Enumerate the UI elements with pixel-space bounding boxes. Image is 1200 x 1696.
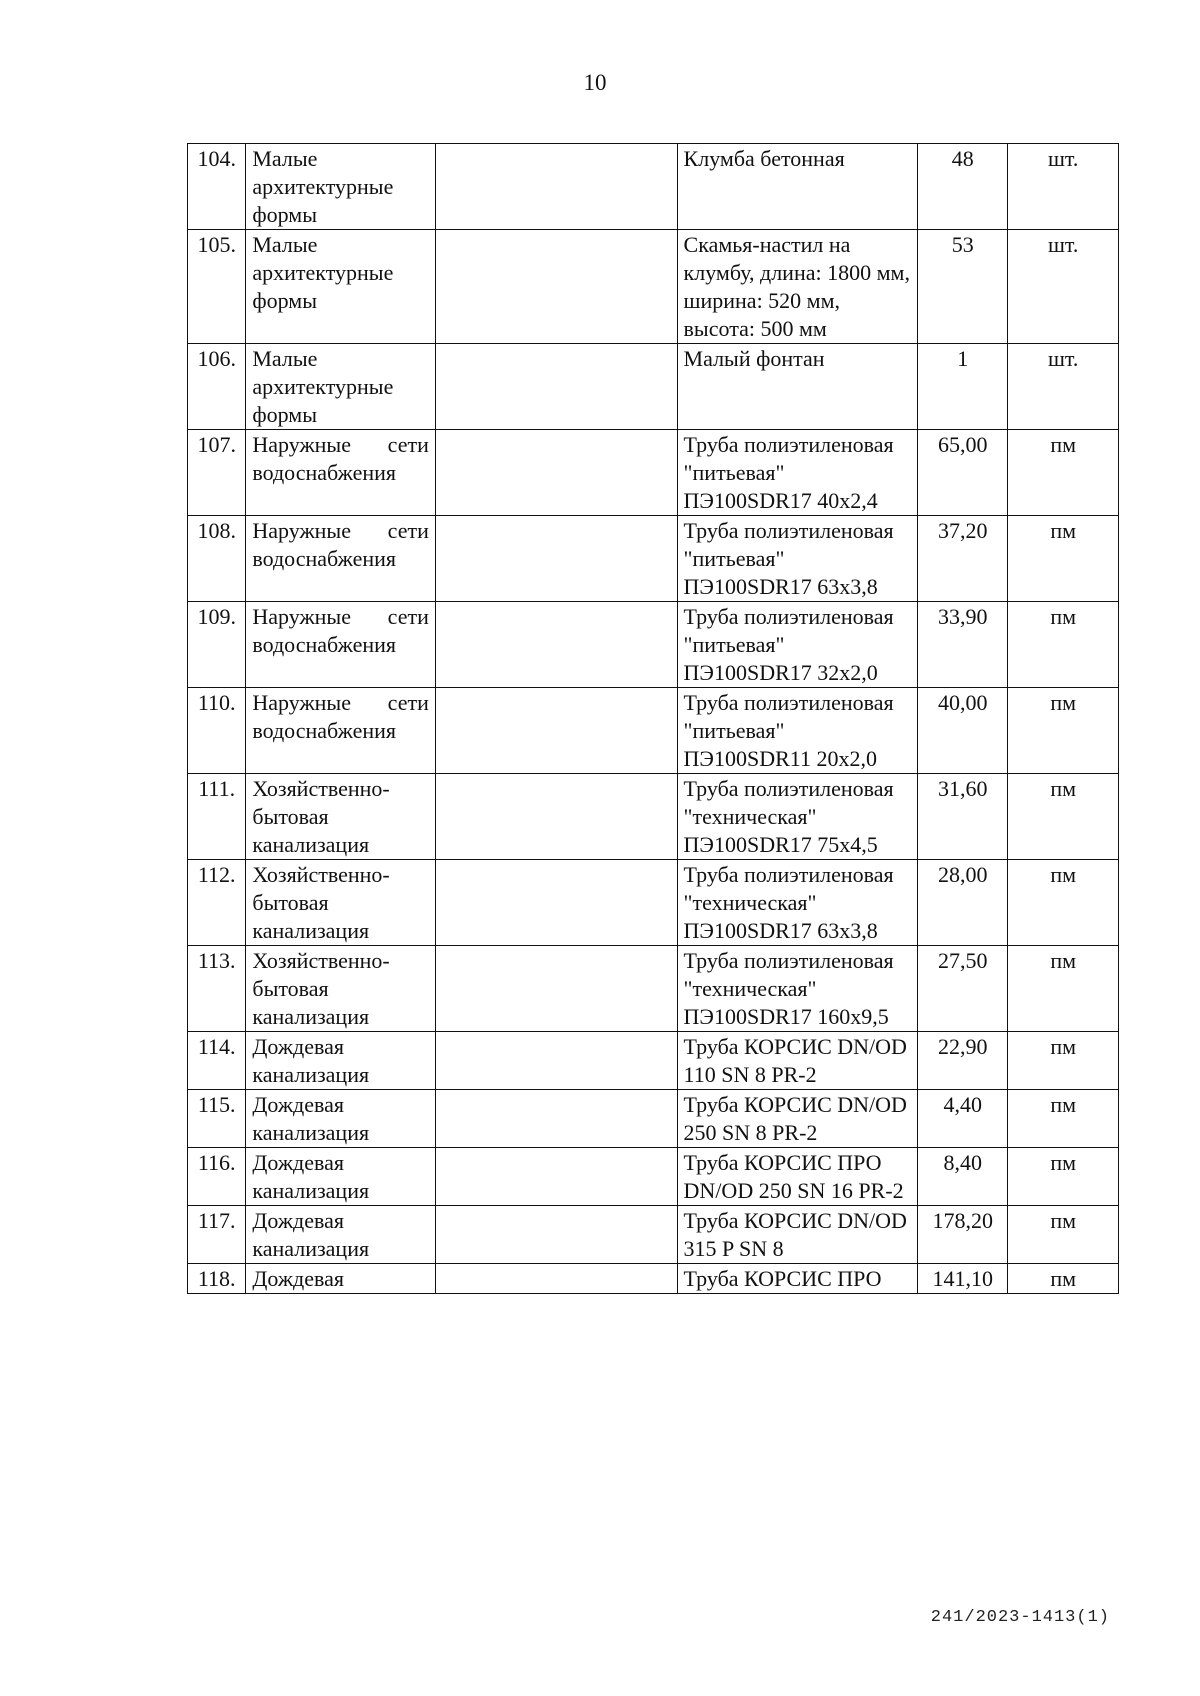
- table-row: [188, 774, 1119, 860]
- quantity-cell: 40,00: [918, 688, 1008, 774]
- item-name-cell: Труба КОРСИС ПРО DN/OD 250 SN 16 PR-2: [677, 1148, 918, 1206]
- quantity-cell: 1: [918, 344, 1008, 430]
- section-cell: Наружные сети водоснабжения: [246, 430, 435, 516]
- table-row: [188, 230, 1119, 344]
- unit-cell: пм: [1008, 516, 1119, 602]
- empty-cell: [435, 1032, 677, 1090]
- section-cell: Хозяйственно-бытовая канализация: [246, 860, 435, 946]
- table-row: [188, 1206, 1119, 1264]
- section-cell: Дождевая канализация: [246, 1148, 435, 1206]
- table-row: [188, 1032, 1119, 1090]
- table-row: [188, 688, 1119, 774]
- row-number: 110.: [188, 688, 246, 774]
- quantity-cell: 65,00: [918, 430, 1008, 516]
- empty-cell: [435, 946, 677, 1032]
- empty-cell: [435, 230, 677, 344]
- item-name-cell: Труба КОРСИС DN/OD 110 SN 8 PR-2: [677, 1032, 918, 1090]
- item-name-cell: Труба КОРСИС DN/OD 315 P SN 8: [677, 1206, 918, 1264]
- table-row: [188, 344, 1119, 430]
- empty-cell: [435, 860, 677, 946]
- empty-cell: [435, 516, 677, 602]
- section-cell: Малые архитектурные формы: [246, 344, 435, 430]
- row-number: 115.: [188, 1090, 246, 1148]
- item-name-cell: Клумба бетонная: [677, 144, 918, 230]
- empty-cell: [435, 774, 677, 860]
- row-number: 105.: [188, 230, 246, 344]
- row-number: 107.: [188, 430, 246, 516]
- empty-cell: [435, 1206, 677, 1264]
- item-name-cell: Труба полиэтиленовая "техническая" ПЭ100SDR17 63х3,8: [677, 860, 918, 946]
- section-cell: Наружные сети водоснабжения: [246, 516, 435, 602]
- empty-cell: [435, 1090, 677, 1148]
- empty-cell: [435, 1264, 677, 1294]
- unit-cell: пм: [1008, 946, 1119, 1032]
- unit-cell: пм: [1008, 1090, 1119, 1148]
- section-cell: Малые архитектурные формы: [246, 230, 435, 344]
- quantity-cell: 37,20: [918, 516, 1008, 602]
- item-name-cell: Труба полиэтиленовая "питьевая" ПЭ100SDR17 32х2,0: [677, 602, 918, 688]
- item-name-cell: Труба КОРСИС ПРО: [677, 1264, 918, 1294]
- quantity-cell: 53: [918, 230, 1008, 344]
- unit-cell: пм: [1008, 860, 1119, 946]
- unit-cell: шт.: [1008, 230, 1119, 344]
- row-number: 118.: [188, 1264, 246, 1294]
- row-number: 111.: [188, 774, 246, 860]
- item-name-cell: Труба полиэтиленовая "техническая" ПЭ100SDR17 160х9,5: [677, 946, 918, 1032]
- unit-cell: шт.: [1008, 344, 1119, 430]
- table-row: [188, 1148, 1119, 1206]
- row-number: 114.: [188, 1032, 246, 1090]
- item-name-cell: Малый фонтан: [677, 344, 918, 430]
- quantity-cell: 178,20: [918, 1206, 1008, 1264]
- section-cell: Хозяйственно-бытовая канализация: [246, 774, 435, 860]
- page-number: 10: [583, 70, 607, 95]
- section-cell: Хозяйственно-бытовая канализация: [246, 946, 435, 1032]
- unit-cell: пм: [1008, 1206, 1119, 1264]
- empty-cell: [435, 602, 677, 688]
- quantity-cell: 31,60: [918, 774, 1008, 860]
- section-cell: Малые архитектурные формы: [246, 144, 435, 230]
- unit-cell: пм: [1008, 430, 1119, 516]
- empty-cell: [435, 144, 677, 230]
- item-name-cell: Труба полиэтиленовая "питьевая" ПЭ100SDR17 63х3,8: [677, 516, 918, 602]
- quantity-cell: 8,40: [918, 1148, 1008, 1206]
- row-number: 104.: [188, 144, 246, 230]
- row-number: 117.: [188, 1206, 246, 1264]
- row-number: 112.: [188, 860, 246, 946]
- section-cell: Дождевая канализация: [246, 1032, 435, 1090]
- quantity-cell: 33,90: [918, 602, 1008, 688]
- table-row: [188, 430, 1119, 516]
- section-cell: Дождевая: [246, 1264, 435, 1294]
- row-number: 108.: [188, 516, 246, 602]
- unit-cell: шт.: [1008, 144, 1119, 230]
- table-row: [188, 144, 1119, 230]
- section-cell: Дождевая канализация: [246, 1206, 435, 1264]
- quantity-cell: 28,00: [918, 860, 1008, 946]
- unit-cell: пм: [1008, 688, 1119, 774]
- unit-cell: пм: [1008, 1148, 1119, 1206]
- table-row: [188, 602, 1119, 688]
- row-number: 106.: [188, 344, 246, 430]
- quantity-cell: 22,90: [918, 1032, 1008, 1090]
- table-row: [188, 946, 1119, 1032]
- table-row: [188, 516, 1119, 602]
- empty-cell: [435, 1148, 677, 1206]
- unit-cell: пм: [1008, 774, 1119, 860]
- table-row: [188, 1264, 1119, 1294]
- empty-cell: [435, 344, 677, 430]
- row-number: 113.: [188, 946, 246, 1032]
- section-cell: Дождевая канализация: [246, 1090, 435, 1148]
- item-name-cell: Скамья-настил на клумбу, длина: 1800 мм, ширина: 520 мм, высота: 500 мм: [677, 230, 918, 344]
- row-number: 109.: [188, 602, 246, 688]
- unit-cell: пм: [1008, 602, 1119, 688]
- row-number: 116.: [188, 1148, 246, 1206]
- item-name-cell: Труба полиэтиленовая "техническая" ПЭ100SDR17 75х4,5: [677, 774, 918, 860]
- document-number: 241/2023-1413(1): [930, 1608, 1110, 1627]
- section-cell: Наружные сети водоснабжения: [246, 602, 435, 688]
- items-table: [187, 143, 1119, 1294]
- empty-cell: [435, 430, 677, 516]
- item-name-cell: Труба полиэтиленовая "питьевая" ПЭ100SDR17 40х2,4: [677, 430, 918, 516]
- table-row: [188, 1090, 1119, 1148]
- quantity-cell: 48: [918, 144, 1008, 230]
- table-row: [188, 860, 1119, 946]
- quantity-cell: 4,40: [918, 1090, 1008, 1148]
- item-name-cell: Труба полиэтиленовая "питьевая" ПЭ100SDR11 20х2,0: [677, 688, 918, 774]
- quantity-cell: 141,10: [918, 1264, 1008, 1294]
- unit-cell: пм: [1008, 1264, 1119, 1294]
- item-name-cell: Труба КОРСИС DN/OD 250 SN 8 PR-2: [677, 1090, 918, 1148]
- unit-cell: пм: [1008, 1032, 1119, 1090]
- empty-cell: [435, 688, 677, 774]
- section-cell: Наружные сети водоснабжения: [246, 688, 435, 774]
- quantity-cell: 27,50: [918, 946, 1008, 1032]
